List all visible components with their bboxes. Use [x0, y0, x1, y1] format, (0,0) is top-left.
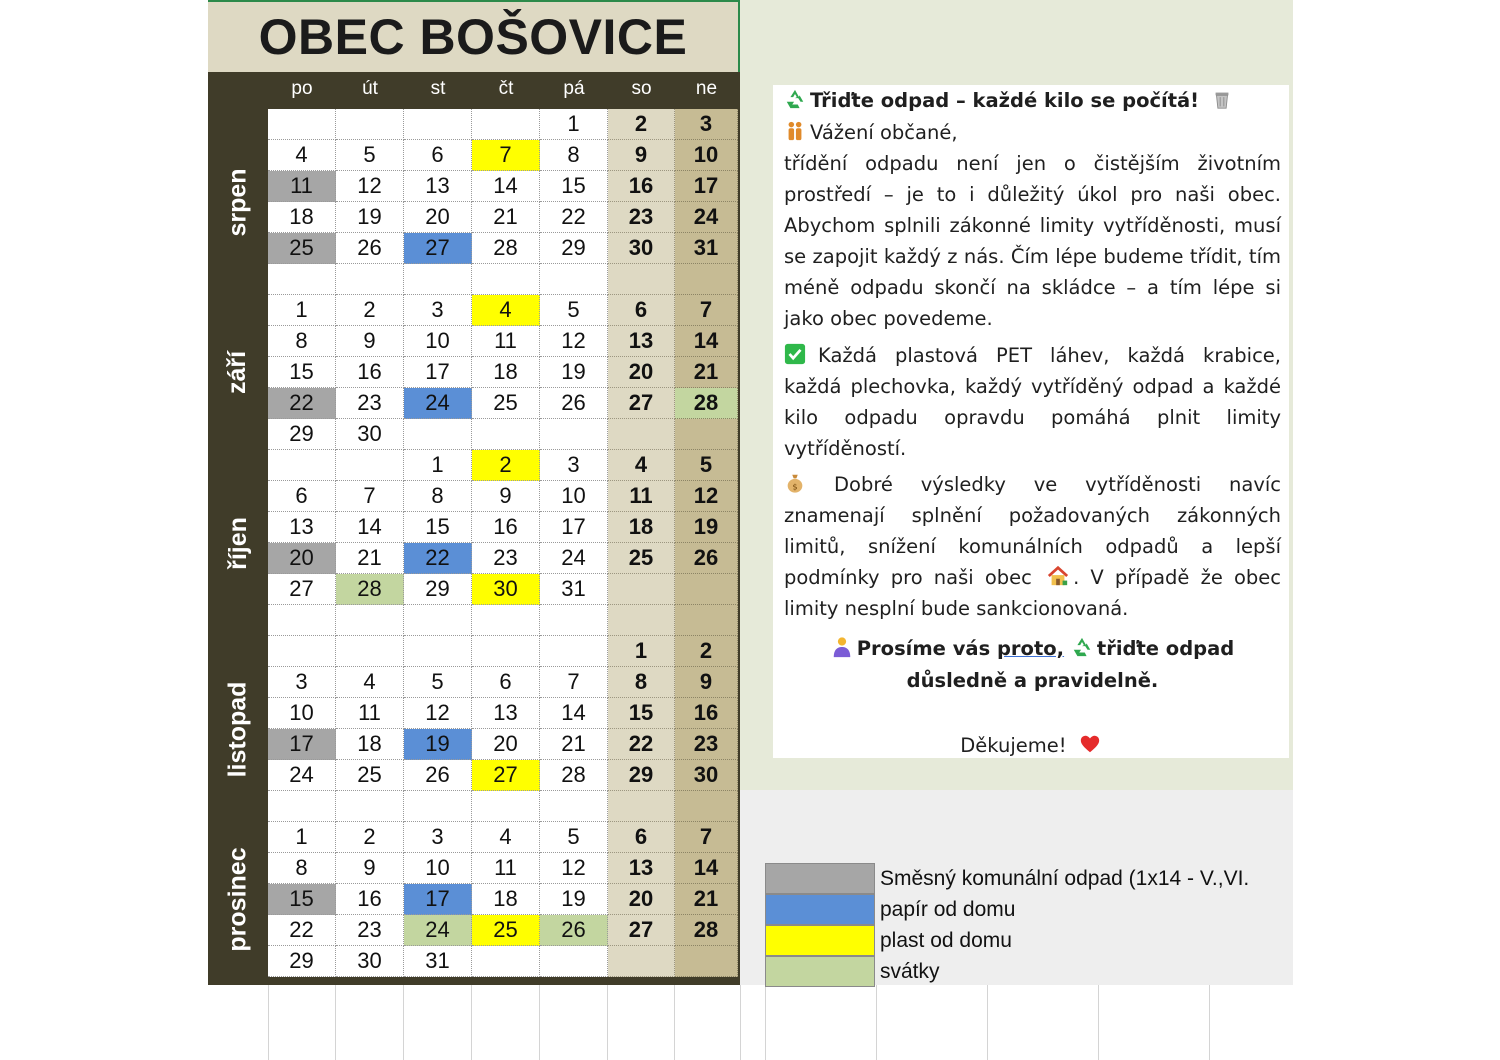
month-label-srpen: srpen: [223, 167, 252, 237]
day-cell-listopad-4[interactable]: 4: [336, 667, 404, 698]
day-cell-listopad-21[interactable]: 21: [540, 729, 608, 760]
day-cell-říjen-11[interactable]: 11: [608, 481, 675, 512]
day-cell-srpen-7[interactable]: 7: [472, 140, 540, 171]
day-cell-říjen-28[interactable]: 28: [336, 574, 404, 605]
empty-cell[interactable]: [268, 264, 336, 295]
day-cell-prosinec-7[interactable]: 7: [675, 822, 738, 853]
appeal-line-1: [784, 633, 1281, 664]
empty-cell[interactable]: [540, 636, 608, 667]
day-cell-prosinec-31[interactable]: 31: [404, 946, 472, 977]
day-cell-říjen-27[interactable]: 27: [268, 574, 336, 605]
day-cell-prosinec-19[interactable]: 19: [540, 884, 608, 915]
day-cell-říjen-12[interactable]: 12: [675, 481, 738, 512]
day-cell-listopad-2[interactable]: 2: [675, 636, 738, 667]
empty-cell[interactable]: [268, 791, 336, 822]
month-label-září: září: [223, 350, 252, 395]
weekday-út: út: [362, 78, 378, 99]
day-cell-říjen-19[interactable]: 19: [675, 512, 738, 543]
empty-cell[interactable]: [608, 574, 675, 605]
thanks-text: Děkujeme!: [960, 734, 1067, 757]
empty-cell[interactable]: [608, 264, 675, 295]
day-cell-srpen-18[interactable]: 18: [268, 202, 336, 233]
day-cell-srpen-2[interactable]: 2: [608, 109, 675, 140]
day-cell-září-19[interactable]: 19: [540, 357, 608, 388]
greeting-line: [784, 117, 1281, 148]
legend-swatch-paper: [765, 894, 875, 925]
empty-cell[interactable]: [268, 450, 336, 481]
day-cell-prosinec-3[interactable]: 3: [404, 822, 472, 853]
legend-swatch-plastic: [765, 925, 875, 956]
day-cell-srpen-23[interactable]: 23: [608, 202, 675, 233]
day-cell-listopad-23[interactable]: 23: [675, 729, 738, 760]
empty-cell[interactable]: [472, 791, 540, 822]
day-cell-září-30[interactable]: 30: [336, 419, 404, 450]
day-cell-listopad-27[interactable]: 27: [472, 760, 540, 791]
day-cell-říjen-1[interactable]: 1: [404, 450, 472, 481]
day-cell-prosinec-23[interactable]: 23: [336, 915, 404, 946]
day-cell-srpen-31[interactable]: 31: [675, 233, 738, 264]
day-cell-srpen-15[interactable]: 15: [540, 171, 608, 202]
svg-text:$: $: [792, 481, 798, 492]
day-cell-listopad-19[interactable]: 19: [404, 729, 472, 760]
day-cell-září-25[interactable]: 25: [472, 388, 540, 419]
empty-cell[interactable]: [404, 109, 472, 140]
empty-cell[interactable]: [404, 605, 472, 636]
day-cell-listopad-30[interactable]: 30: [675, 760, 738, 791]
day-cell-září-9[interactable]: 9: [336, 326, 404, 357]
day-cell-září-21[interactable]: 21: [675, 357, 738, 388]
day-cell-listopad-5[interactable]: 5: [404, 667, 472, 698]
day-cell-říjen-5[interactable]: 5: [675, 450, 738, 481]
thanks-line: [784, 730, 1281, 761]
empty-cell[interactable]: [268, 109, 336, 140]
day-cell-listopad-15[interactable]: 15: [608, 698, 675, 729]
day-cell-listopad-17[interactable]: 17: [268, 729, 336, 760]
day-cell-prosinec-10[interactable]: 10: [404, 853, 472, 884]
day-cell-listopad-1[interactable]: 1: [608, 636, 675, 667]
day-cell-říjen-4[interactable]: 4: [608, 450, 675, 481]
day-cell-říjen-16[interactable]: 16: [472, 512, 540, 543]
empty-cell[interactable]: [336, 109, 404, 140]
day-cell-prosinec-24[interactable]: 24: [404, 915, 472, 946]
day-cell-prosinec-27[interactable]: 27: [608, 915, 675, 946]
day-cell-prosinec-14[interactable]: 14: [675, 853, 738, 884]
recycle-icon: [784, 88, 806, 110]
day-cell-říjen-6[interactable]: 6: [268, 481, 336, 512]
empty-cell[interactable]: [675, 791, 738, 822]
empty-cell[interactable]: [540, 264, 608, 295]
day-cell-září-12[interactable]: 12: [540, 326, 608, 357]
empty-cell[interactable]: [608, 946, 675, 977]
empty-cell[interactable]: [675, 264, 738, 295]
day-cell-říjen-18[interactable]: 18: [608, 512, 675, 543]
day-cell-srpen-4[interactable]: 4: [268, 140, 336, 171]
day-cell-listopad-26[interactable]: 26: [404, 760, 472, 791]
paragraph-2-line: [784, 340, 1281, 464]
day-cell-listopad-25[interactable]: 25: [336, 760, 404, 791]
paragraph-3-start: Dobré výsledky ve vytříděnosti navíc znamenají splnění požadovaných zákonných limitů, snížení komunálních odpadů a lepší podmínky pro naši obec: [784, 473, 1281, 589]
day-cell-říjen-26[interactable]: 26: [675, 543, 738, 574]
notice-heading: Třiďte odpad – každé kilo se počítá!: [810, 89, 1200, 112]
day-cell-říjen-21[interactable]: 21: [336, 543, 404, 574]
check-mark-icon: [784, 343, 806, 365]
empty-cell[interactable]: [404, 264, 472, 295]
day-cell-říjen-14[interactable]: 14: [336, 512, 404, 543]
people-icon: [784, 120, 806, 142]
paragraph-3-end: . V případě že obec limity nesplní bude sankcionovaná.: [784, 566, 1282, 620]
day-cell-září-16[interactable]: 16: [336, 357, 404, 388]
appeal-line-2: důsledně a pravidelně.: [906, 669, 1159, 692]
day-cell-srpen-21[interactable]: 21: [472, 202, 540, 233]
day-cell-srpen-3[interactable]: 3: [675, 109, 738, 140]
weekday-po: po: [291, 78, 313, 99]
day-cell-listopad-6[interactable]: 6: [472, 667, 540, 698]
day-cell-prosinec-4[interactable]: 4: [472, 822, 540, 853]
trash-bin-icon: [1211, 88, 1233, 110]
notice-heading-line: [784, 85, 1281, 116]
empty-cell[interactable]: [472, 264, 540, 295]
weekday-čt: čt: [498, 78, 514, 99]
day-cell-srpen-12[interactable]: 12: [336, 171, 404, 202]
day-cell-prosinec-1[interactable]: 1: [268, 822, 336, 853]
day-cell-srpen-9[interactable]: 9: [608, 140, 675, 171]
empty-cell[interactable]: [336, 450, 404, 481]
day-cell-září-2[interactable]: 2: [336, 295, 404, 326]
weekday-st: st: [430, 78, 446, 99]
day-cell-srpen-27[interactable]: 27: [404, 233, 472, 264]
weekday-ne: ne: [695, 78, 718, 99]
legend-label-paper: papír od domu: [880, 898, 1016, 921]
day-cell-říjen-25[interactable]: 25: [608, 543, 675, 574]
day-cell-srpen-19[interactable]: 19: [336, 202, 404, 233]
empty-cell[interactable]: [472, 419, 540, 450]
day-cell-září-26[interactable]: 26: [540, 388, 608, 419]
house-icon: [1047, 565, 1069, 587]
day-cell-listopad-8[interactable]: 8: [608, 667, 675, 698]
day-cell-září-28[interactable]: 28: [675, 388, 738, 419]
empty-sheet-gridlines: [268, 985, 1293, 1060]
appeal-text-end: třiďte odpad: [1096, 637, 1235, 660]
day-cell-listopad-14[interactable]: 14: [540, 698, 608, 729]
day-cell-září-18[interactable]: 18: [472, 357, 540, 388]
day-cell-říjen-3[interactable]: 3: [540, 450, 608, 481]
empty-cell[interactable]: [472, 109, 540, 140]
day-cell-listopad-9[interactable]: 9: [675, 667, 738, 698]
paragraph-1: třídění odpadu není jen o čistějším životním prostředí – je to i důležitý úkol pro naši obec. Abychom splnili zákonné limity vytříděnosti, musí se zapojit každý z nás. Čím lépe budeme třídit, tím méně odpadu skončí na skládce – a tím lépe si jako obec povedeme.: [784, 152, 1281, 330]
legend-swatch-mixed_waste: [765, 863, 875, 894]
legend-label-plastic: plast od domu: [880, 929, 1012, 952]
title-cell[interactable]: [208, 0, 740, 72]
day-cell-září-5[interactable]: 5: [540, 295, 608, 326]
day-cell-listopad-10[interactable]: 10: [268, 698, 336, 729]
day-cell-srpen-17[interactable]: 17: [675, 171, 738, 202]
day-cell-říjen-15[interactable]: 15: [404, 512, 472, 543]
paragraph-2: Každá plastová PET láhev, každá krabice, každá plechovka, každý vytříděný odpad a každé kilo odpadu opravdu pomáhá plnit limity vytříděností.: [784, 344, 1281, 460]
day-cell-listopad-28[interactable]: 28: [540, 760, 608, 791]
day-cell-prosinec-29[interactable]: 29: [268, 946, 336, 977]
day-cell-říjen-24[interactable]: 24: [540, 543, 608, 574]
day-cell-říjen-10[interactable]: 10: [540, 481, 608, 512]
greeting: Vážení občané,: [810, 121, 958, 144]
day-cell-říjen-7[interactable]: 7: [336, 481, 404, 512]
day-cell-září-13[interactable]: 13: [608, 326, 675, 357]
legend-label-mixed_waste: Směsný komunální odpad (1x14 - V.,VI.: [880, 867, 1250, 890]
day-cell-srpen-5[interactable]: 5: [336, 140, 404, 171]
day-cell-prosinec-15[interactable]: 15: [268, 884, 336, 915]
day-cell-září-11[interactable]: 11: [472, 326, 540, 357]
empty-cell[interactable]: [608, 419, 675, 450]
empty-cell[interactable]: [472, 605, 540, 636]
day-cell-září-20[interactable]: 20: [608, 357, 675, 388]
day-cell-prosinec-2[interactable]: 2: [336, 822, 404, 853]
empty-cell[interactable]: [472, 946, 540, 977]
day-cell-srpen-30[interactable]: 30: [608, 233, 675, 264]
day-cell-říjen-17[interactable]: 17: [540, 512, 608, 543]
heart-icon: [1079, 733, 1101, 755]
day-cell-prosinec-5[interactable]: 5: [540, 822, 608, 853]
empty-cell[interactable]: [404, 791, 472, 822]
empty-cell[interactable]: [336, 605, 404, 636]
day-cell-říjen-9[interactable]: 9: [472, 481, 540, 512]
day-cell-září-22[interactable]: 22: [268, 388, 336, 419]
day-cell-listopad-13[interactable]: 13: [472, 698, 540, 729]
money-bag-icon: [784, 472, 806, 494]
day-cell-prosinec-25[interactable]: 25: [472, 915, 540, 946]
day-cell-prosinec-28[interactable]: 28: [675, 915, 738, 946]
appeal-text-start: Prosíme vás: [856, 637, 991, 660]
empty-cell[interactable]: [336, 264, 404, 295]
day-cell-říjen-23[interactable]: 23: [472, 543, 540, 574]
day-cell-srpen-8[interactable]: 8: [540, 140, 608, 171]
empty-cell[interactable]: [540, 946, 608, 977]
day-cell-prosinec-8[interactable]: 8: [268, 853, 336, 884]
day-cell-září-7[interactable]: 7: [675, 295, 738, 326]
page-title: OBEC BOŠOVICE: [258, 9, 688, 65]
day-cell-září-15[interactable]: 15: [268, 357, 336, 388]
day-cell-srpen-26[interactable]: 26: [336, 233, 404, 264]
empty-cell[interactable]: [675, 419, 738, 450]
day-cell-září-3[interactable]: 3: [404, 295, 472, 326]
day-cell-říjen-13[interactable]: 13: [268, 512, 336, 543]
day-cell-listopad-24[interactable]: 24: [268, 760, 336, 791]
paragraph-3-line: [784, 469, 1281, 624]
day-cell-prosinec-21[interactable]: 21: [675, 884, 738, 915]
empty-cell[interactable]: [608, 791, 675, 822]
day-cell-září-4[interactable]: 4: [472, 295, 540, 326]
day-cell-září-24[interactable]: 24: [404, 388, 472, 419]
day-cell-prosinec-17[interactable]: 17: [404, 884, 472, 915]
day-cell-září-29[interactable]: 29: [268, 419, 336, 450]
empty-cell[interactable]: [336, 791, 404, 822]
praying-hands-icon: [831, 636, 853, 658]
empty-cell[interactable]: [540, 605, 608, 636]
day-cell-prosinec-13[interactable]: 13: [608, 853, 675, 884]
empty-cell[interactable]: [675, 605, 738, 636]
day-cell-srpen-11[interactable]: 11: [268, 171, 336, 202]
day-cell-srpen-22[interactable]: 22: [540, 202, 608, 233]
day-cell-prosinec-22[interactable]: 22: [268, 915, 336, 946]
empty-cell[interactable]: [540, 419, 608, 450]
day-cell-srpen-16[interactable]: 16: [608, 171, 675, 202]
day-cell-prosinec-12[interactable]: 12: [540, 853, 608, 884]
day-cell-srpen-1[interactable]: 1: [540, 109, 608, 140]
day-cell-říjen-31[interactable]: 31: [540, 574, 608, 605]
day-cell-říjen-30[interactable]: 30: [472, 574, 540, 605]
day-cell-srpen-20[interactable]: 20: [404, 202, 472, 233]
empty-cell[interactable]: [336, 636, 404, 667]
day-cell-říjen-8[interactable]: 8: [404, 481, 472, 512]
day-cell-prosinec-9[interactable]: 9: [336, 853, 404, 884]
day-cell-prosinec-11[interactable]: 11: [472, 853, 540, 884]
empty-cell[interactable]: [472, 636, 540, 667]
empty-cell[interactable]: [404, 636, 472, 667]
day-cell-listopad-29[interactable]: 29: [608, 760, 675, 791]
month-label-prosinec: prosinec: [223, 847, 252, 952]
empty-cell[interactable]: [268, 605, 336, 636]
day-cell-srpen-29[interactable]: 29: [540, 233, 608, 264]
day-cell-srpen-10[interactable]: 10: [675, 140, 738, 171]
legend-swatch-holiday: [765, 956, 875, 987]
legend-label-holiday: svátky: [880, 960, 940, 983]
day-cell-listopad-20[interactable]: 20: [472, 729, 540, 760]
day-cell-září-17[interactable]: 17: [404, 357, 472, 388]
day-cell-prosinec-30[interactable]: 30: [336, 946, 404, 977]
day-cell-září-8[interactable]: 8: [268, 326, 336, 357]
day-cell-listopad-11[interactable]: 11: [336, 698, 404, 729]
day-cell-srpen-13[interactable]: 13: [404, 171, 472, 202]
day-cell-srpen-25[interactable]: 25: [268, 233, 336, 264]
day-cell-září-1[interactable]: 1: [268, 295, 336, 326]
empty-cell[interactable]: [675, 574, 738, 605]
empty-cell[interactable]: [268, 636, 336, 667]
day-cell-prosinec-20[interactable]: 20: [608, 884, 675, 915]
day-cell-srpen-14[interactable]: 14: [472, 171, 540, 202]
month-label-říjen: říjen: [223, 516, 252, 570]
day-cell-listopad-7[interactable]: 7: [540, 667, 608, 698]
day-cell-listopad-18[interactable]: 18: [336, 729, 404, 760]
day-cell-říjen-29[interactable]: 29: [404, 574, 472, 605]
day-cell-listopad-22[interactable]: 22: [608, 729, 675, 760]
day-cell-prosinec-18[interactable]: 18: [472, 884, 540, 915]
empty-cell[interactable]: [404, 419, 472, 450]
notice-text-box[interactable]: [773, 85, 1289, 758]
day-cell-říjen-20[interactable]: 20: [268, 543, 336, 574]
day-cell-prosinec-6[interactable]: 6: [608, 822, 675, 853]
day-cell-srpen-6[interactable]: 6: [404, 140, 472, 171]
day-cell-listopad-12[interactable]: 12: [404, 698, 472, 729]
day-cell-září-14[interactable]: 14: [675, 326, 738, 357]
day-cell-srpen-24[interactable]: 24: [675, 202, 738, 233]
day-cell-listopad-3[interactable]: 3: [268, 667, 336, 698]
day-cell-prosinec-16[interactable]: 16: [336, 884, 404, 915]
day-cell-srpen-28[interactable]: 28: [472, 233, 540, 264]
day-cell-září-27[interactable]: 27: [608, 388, 675, 419]
month-label-listopad: listopad: [223, 681, 252, 777]
weekday-pá: pá: [563, 78, 585, 99]
day-cell-září-10[interactable]: 10: [404, 326, 472, 357]
day-cell-září-23[interactable]: 23: [336, 388, 404, 419]
day-cell-září-6[interactable]: 6: [608, 295, 675, 326]
empty-cell[interactable]: [675, 946, 738, 977]
appeal-link-word[interactable]: proto,: [996, 637, 1065, 660]
recycle-icon-appeal: [1071, 636, 1093, 658]
day-cell-říjen-2[interactable]: 2: [472, 450, 540, 481]
empty-cell[interactable]: [608, 605, 675, 636]
empty-cell[interactable]: [540, 791, 608, 822]
day-cell-listopad-16[interactable]: 16: [675, 698, 738, 729]
day-cell-prosinec-26[interactable]: 26: [540, 915, 608, 946]
day-cell-říjen-22[interactable]: 22: [404, 543, 472, 574]
weekday-so: so: [631, 78, 652, 99]
